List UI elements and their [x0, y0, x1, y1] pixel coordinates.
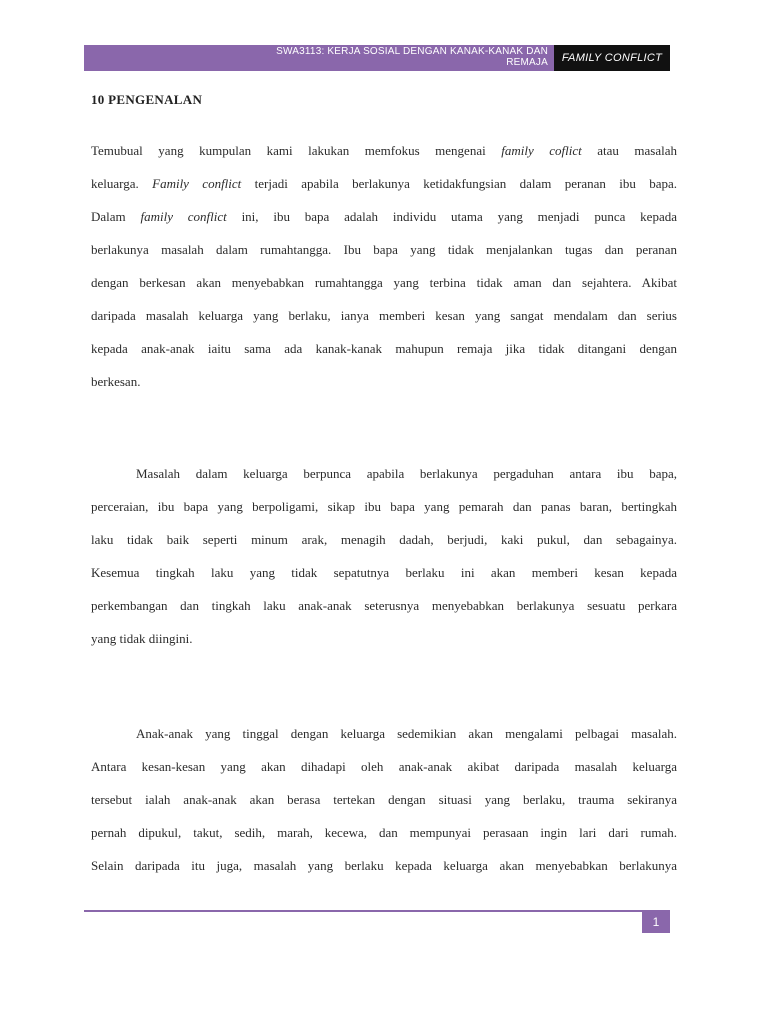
text-run: keluarga.	[91, 176, 153, 191]
paragraph-line: Anak-anak yang tinggal dengan keluarga sedemikian akan mengalami pelbagai masalah.	[136, 726, 677, 741]
paragraph-effects	[91, 717, 677, 882]
paragraph-intro	[91, 134, 677, 398]
paragraph-line	[91, 167, 677, 200]
italic-term: Family conflict	[152, 176, 242, 191]
text-run: terjadi apabila berlakunya ketidakfungsian dalam peranan ibu bapa.	[241, 176, 677, 191]
paragraph-line: yang tidak diingini.	[91, 631, 193, 646]
page-header	[84, 45, 670, 71]
course-title-line1: SWA3113: KERJA SOSIAL DENGAN KANAK-KANAK DAN	[276, 46, 548, 57]
paragraph-causes	[91, 457, 677, 655]
paragraph-line: Antara kesan-kesan yang akan dihadapi oleh anak-anak akibat daripada masalah keluarga	[91, 759, 677, 774]
section-heading: 10 PENGENALAN	[91, 92, 203, 107]
course-title-line2: REMAJA	[506, 57, 548, 68]
paragraph-line: pernah dipukul, takut, sedih, marah, kecewa, dan mempunyai perasaan ingin lari dari rumah.	[91, 825, 677, 840]
text-run: Temubual yang kumpulan kami lakukan memfokus mengenai	[91, 143, 502, 158]
paragraph-line: daripada masalah keluarga yang berlaku, ianya memberi kesan yang sangat mendalam dan serius	[91, 308, 677, 323]
paragraph-line: Selain daripada itu juga, masalah yang berlaku kepada keluarga akan menyebabkan berlakunya	[91, 858, 677, 873]
paragraph-line: perceraian, ibu bapa yang berpoligami, sikap ibu bapa yang pemarah dan panas baran, bertingkah	[91, 499, 677, 514]
paragraph-line	[91, 134, 677, 167]
paragraph-line	[91, 200, 677, 233]
paragraph-line: perkembangan dan tingkah laku anak-anak seterusnya menyebabkan berlakunya sesuatu perkara	[91, 598, 677, 613]
paragraph-line: kepada anak-anak iaitu sama ada kanak-kanak mahupun remaja jika tidak ditangani dengan	[91, 341, 677, 356]
paragraph-line: berkesan.	[91, 374, 141, 389]
paragraph-line: laku tidak baik seperti minum arak, menagih dadah, berjudi, kaki pukul, dan sebagainya.	[91, 532, 677, 547]
text-run: Dalam	[91, 209, 141, 224]
footer-divider	[84, 910, 670, 912]
italic-term: family conflict	[140, 209, 227, 224]
topic-label: FAMILY CONFLICT	[554, 45, 670, 71]
course-title	[84, 45, 554, 71]
paragraph-line: Kesemua tingkah laku yang tidak sepatutnya berlaku ini akan memberi kesan kepada	[91, 565, 677, 580]
text-run: ini, ibu bapa adalah individu utama yang menjadi punca kepada	[226, 209, 677, 224]
paragraph-line: Masalah dalam keluarga berpunca apabila berlakunya pergaduhan antara ibu bapa,	[136, 466, 677, 481]
paragraph-line: tersebut ialah anak-anak akan berasa tertekan dengan situasi yang berlaku, trauma sekiranya	[91, 792, 677, 807]
text-run: atau masalah	[581, 143, 678, 158]
paragraph-line: berlakunya masalah dalam rumahtangga. Ibu bapa yang tidak menjalankan tugas dan peranan	[91, 242, 677, 257]
paragraph-line: dengan berkesan akan menyebabkan rumahtangga yang terbina tidak aman dan sejahtera. Akibat	[91, 275, 677, 290]
italic-term: family coflict	[501, 143, 582, 158]
page-number: 1	[642, 911, 670, 933]
